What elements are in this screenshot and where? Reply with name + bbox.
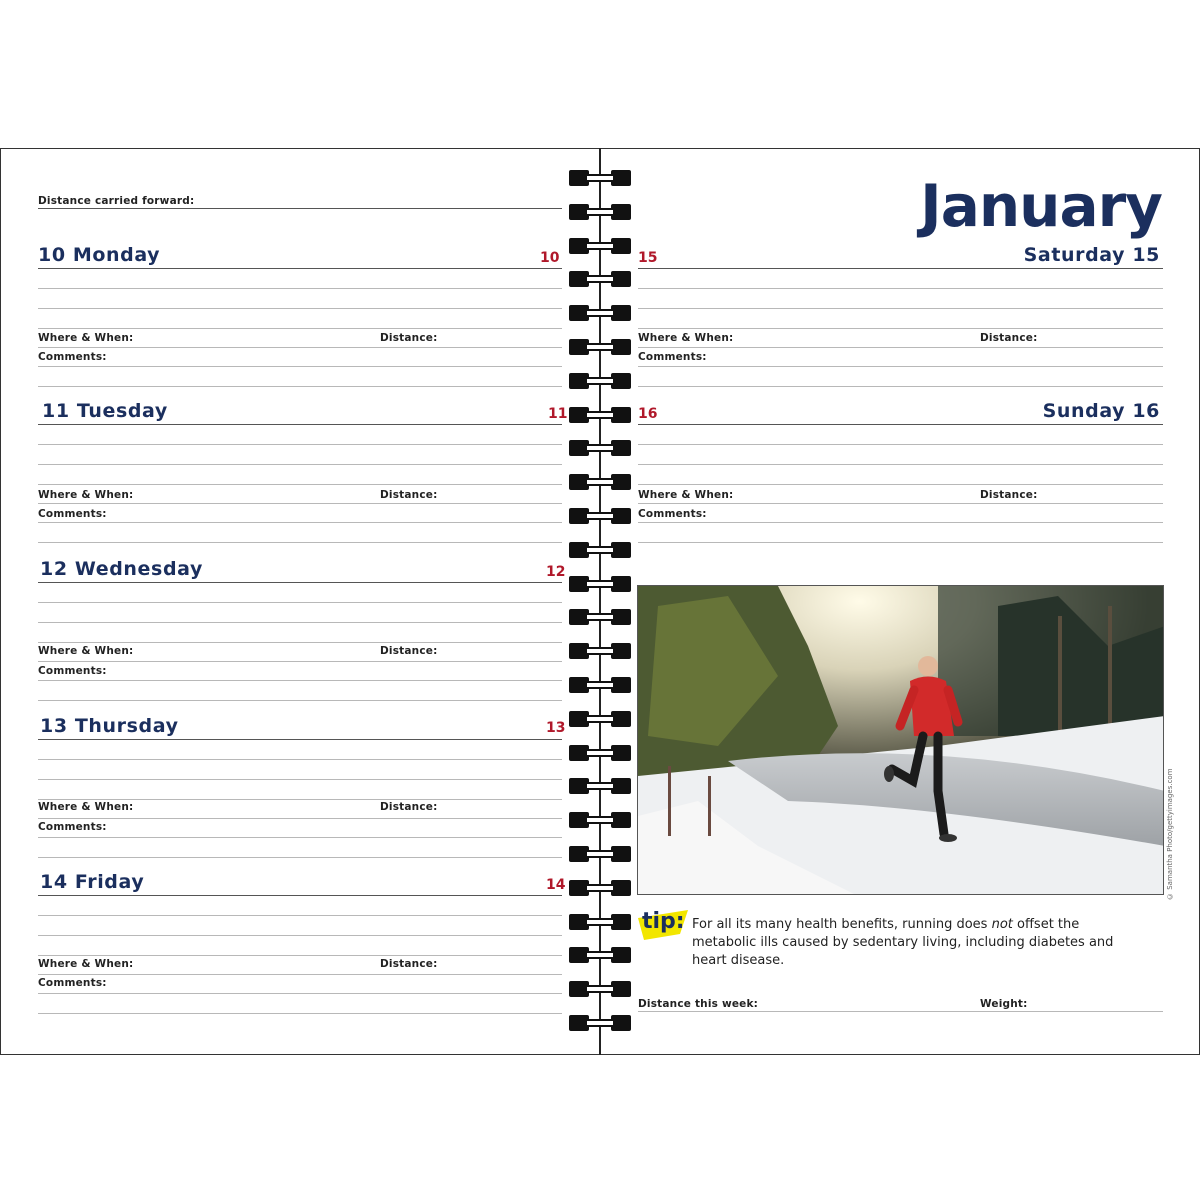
ring-part (587, 681, 613, 689)
ring-part (587, 478, 613, 486)
tip-text-part: offset the metabolic ills caused by sedentary living, including diabetes and heart disease. (692, 917, 1114, 968)
ring-part (569, 407, 589, 423)
ring-part (569, 947, 589, 963)
rule (638, 328, 1163, 329)
ring-part (611, 339, 631, 355)
day-number: 16 (638, 406, 658, 422)
ring-part (569, 1015, 589, 1031)
spiral-ring (569, 609, 631, 627)
ring-part (611, 981, 631, 997)
rule (638, 268, 1163, 269)
day-title: Saturday 15 (1023, 244, 1160, 266)
where-when-label: Where & When: (638, 332, 734, 344)
ring-part (569, 508, 589, 524)
ring-part (587, 546, 613, 554)
ring-part (569, 914, 589, 930)
day-title: 10 Monday (38, 244, 161, 266)
ring-part (569, 339, 589, 355)
ring-part (611, 643, 631, 659)
comments-label: Comments: (638, 508, 707, 520)
ring-part (587, 377, 613, 385)
rule (638, 1011, 1163, 1012)
spiral-ring (569, 407, 631, 425)
ring-part (611, 271, 631, 287)
carried-forward-label: Distance carried forward: (38, 195, 195, 207)
ring-part (611, 677, 631, 693)
ring-part (611, 440, 631, 456)
ring-part (569, 373, 589, 389)
ring-part (587, 715, 613, 723)
ring-part (569, 576, 589, 592)
rule (38, 818, 562, 819)
rule (638, 464, 1163, 465)
ring-part (569, 846, 589, 862)
ring-part (587, 309, 613, 317)
rule (38, 837, 562, 838)
spiral-ring (569, 981, 631, 999)
where-when-label: Where & When: (38, 489, 134, 501)
ring-part (569, 170, 589, 186)
spiral-ring (569, 880, 631, 898)
ring-part (611, 373, 631, 389)
ring-part (611, 609, 631, 625)
ring-part (587, 411, 613, 419)
rule (638, 522, 1163, 523)
ring-part (569, 880, 589, 896)
tip-badge (636, 908, 690, 942)
rule (638, 424, 1163, 425)
ring-part (611, 508, 631, 524)
rule (38, 642, 562, 643)
ring-part (587, 512, 613, 520)
day-number: 15 (638, 250, 658, 266)
tip-text (692, 916, 1142, 970)
where-when-label: Where & When: (38, 958, 134, 970)
comments-label: Comments: (638, 351, 707, 363)
where-when-label: Where & When: (638, 489, 734, 501)
rule (638, 366, 1163, 367)
rule (38, 1013, 562, 1014)
spiral-ring (569, 812, 631, 830)
winter-running-illustration (638, 586, 1164, 895)
ring-part (611, 745, 631, 761)
spiral-ring (569, 711, 631, 729)
week-distance-label: Distance this week: (638, 998, 759, 1010)
spiral-ring (569, 947, 631, 965)
ring-part (569, 677, 589, 693)
tip-text-emphasis: not (991, 917, 1013, 932)
ring-part (587, 580, 613, 588)
spiral-ring (569, 542, 631, 560)
spiral-ring (569, 204, 631, 222)
rule (38, 328, 562, 329)
distance-label: Distance: (380, 489, 438, 501)
spiral-ring (569, 373, 631, 391)
rule (38, 915, 562, 916)
ring-part (611, 947, 631, 963)
rule (38, 386, 562, 387)
rule (38, 366, 562, 367)
rule (38, 661, 562, 662)
photo-credit: © Samantha Photo/gettyimages.com (1166, 768, 1174, 900)
ring-part (569, 609, 589, 625)
day-number: 11 (548, 406, 568, 422)
rule (38, 424, 562, 425)
distance-label: Distance: (980, 489, 1038, 501)
ring-part (569, 474, 589, 490)
day-title: Sunday 16 (1042, 400, 1160, 422)
spiral-ring (569, 271, 631, 289)
ring-part (611, 238, 631, 254)
spiral-ring (569, 778, 631, 796)
rule (38, 779, 562, 780)
rule (38, 680, 562, 681)
day-number: 12 (546, 564, 566, 580)
rule (38, 268, 562, 269)
ring-part (587, 985, 613, 993)
ring-part (611, 474, 631, 490)
ring-part (569, 238, 589, 254)
spiral-ring (569, 1015, 631, 1033)
rule (38, 582, 562, 583)
ring-part (611, 204, 631, 220)
ring-part (587, 1019, 613, 1027)
spiral-ring (569, 576, 631, 594)
day-title: 13 Thursday (40, 715, 179, 737)
rule (38, 444, 562, 445)
ring-part (611, 914, 631, 930)
ring-part (587, 884, 613, 892)
rule (38, 739, 562, 740)
spiral-ring (569, 508, 631, 526)
spiral-ring (569, 643, 631, 661)
day-title: 14 Friday (40, 871, 145, 893)
where-when-label: Where & When: (38, 801, 134, 813)
rule (38, 895, 562, 896)
tip-text-part: For all its many health benefits, running does (692, 917, 992, 932)
ring-part (569, 204, 589, 220)
ring-part (587, 951, 613, 959)
rule (38, 347, 562, 348)
day-title: 11 Tuesday (42, 400, 168, 422)
ring-part (611, 170, 631, 186)
comments-label: Comments: (38, 977, 107, 989)
ring-part (569, 271, 589, 287)
rule (38, 602, 562, 603)
distance-label: Distance: (980, 332, 1038, 344)
distance-label: Distance: (380, 801, 438, 813)
ring-part (587, 749, 613, 757)
rule (638, 288, 1163, 289)
day-title: 12 Wednesday (40, 558, 203, 580)
day-number: 10 (540, 250, 560, 266)
comments-label: Comments: (38, 508, 107, 520)
ring-part (611, 305, 631, 321)
ring-part (611, 407, 631, 423)
ring-part (587, 174, 613, 182)
rule (38, 700, 562, 701)
distance-label: Distance: (380, 958, 438, 970)
ring-part (587, 208, 613, 216)
ring-part (587, 918, 613, 926)
rule (38, 759, 562, 760)
rule (638, 542, 1163, 543)
ring-part (569, 305, 589, 321)
ring-part (611, 1015, 631, 1031)
ring-part (611, 880, 631, 896)
ring-part (611, 778, 631, 794)
rule (38, 522, 562, 523)
rule (38, 484, 562, 485)
rule (638, 503, 1163, 504)
spiral-ring (569, 238, 631, 256)
distance-label: Distance: (380, 332, 438, 344)
rule (38, 288, 562, 289)
ring-part (611, 576, 631, 592)
ring-part (587, 242, 613, 250)
ring-part (587, 444, 613, 452)
comments-label: Comments: (38, 351, 107, 363)
rule (638, 308, 1163, 309)
rule (638, 444, 1163, 445)
rule (38, 935, 562, 936)
ring-part (587, 275, 613, 283)
ring-part (569, 542, 589, 558)
ring-part (587, 850, 613, 858)
rule (638, 386, 1163, 387)
rule (38, 503, 562, 504)
spiral-ring (569, 474, 631, 492)
ring-part (569, 711, 589, 727)
rule (38, 308, 562, 309)
ring-part (569, 981, 589, 997)
ring-part (569, 440, 589, 456)
ring-part (587, 647, 613, 655)
ring-part (611, 846, 631, 862)
rule (38, 622, 562, 623)
ring-part (569, 778, 589, 794)
day-number: 14 (546, 877, 566, 893)
ring-part (611, 711, 631, 727)
ring-part (587, 613, 613, 621)
ring-part (611, 542, 631, 558)
comments-label: Comments: (38, 821, 107, 833)
ring-part (569, 745, 589, 761)
ring-part (587, 782, 613, 790)
ring-part (569, 643, 589, 659)
day-number: 13 (546, 720, 566, 736)
spiral-ring (569, 305, 631, 323)
ring-part (569, 812, 589, 828)
rule (38, 955, 562, 956)
spiral-ring (569, 440, 631, 458)
tip-label: tip: (642, 909, 685, 934)
rule (38, 857, 562, 858)
ring-part (587, 343, 613, 351)
where-when-label: Where & When: (38, 645, 134, 657)
where-when-label: Where & When: (38, 332, 134, 344)
weight-label: Weight: (980, 998, 1028, 1010)
spiral-ring (569, 677, 631, 695)
distance-label: Distance: (380, 645, 438, 657)
rule (38, 542, 562, 543)
rule (38, 974, 562, 975)
rule (38, 464, 562, 465)
month-title: January (920, 172, 1162, 240)
rule (638, 484, 1163, 485)
rule (38, 993, 562, 994)
spiral-ring (569, 339, 631, 357)
spiral-ring (569, 745, 631, 763)
ring-part (611, 812, 631, 828)
spiral-ring (569, 914, 631, 932)
comments-label: Comments: (38, 665, 107, 677)
rule (38, 208, 562, 209)
rule (38, 799, 562, 800)
spiral-ring (569, 846, 631, 864)
spiral-ring (569, 170, 631, 188)
rule (638, 347, 1163, 348)
runner-photo (637, 585, 1164, 895)
ring-part (587, 816, 613, 824)
